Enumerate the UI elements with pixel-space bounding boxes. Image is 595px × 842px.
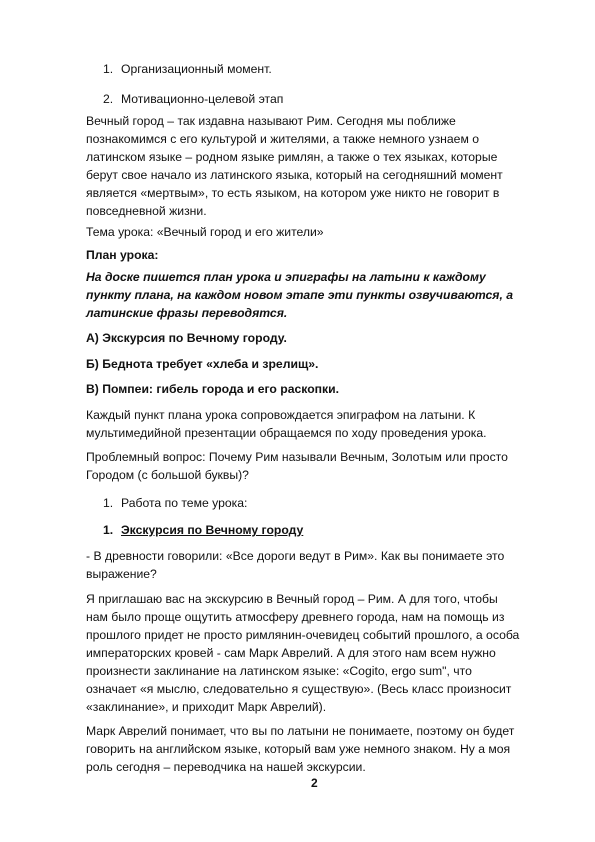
intro-line: латинском языке – родном языке римлян, а также о тех языках, которые	[86, 150, 498, 164]
intro-line: является «мертвым», то есть языком, на котором уже никто не говорит в	[86, 186, 500, 200]
plan-item: Б) Беднота требует «хлеба и зрелищ».	[86, 357, 319, 371]
plan-heading: План урока:	[86, 248, 159, 262]
plan-item: А) Экскурсия по Вечному городу.	[86, 331, 287, 345]
intro-line: Вечный город – так издавна называют Рим. Сегодня мы поближе	[86, 114, 456, 128]
intro-line: берут свое начало из латинского языка, который на сегодняшний момент	[86, 168, 503, 182]
marcus-line: роль сегодня – переводчика на нашей экскурсии.	[86, 760, 366, 774]
page-number: 2	[311, 776, 318, 790]
plan-note-line: латинские фразы переводятся.	[86, 306, 288, 320]
invite-line: «заклинание», и приходит Марк Аврелий).	[86, 700, 327, 714]
quote-question-line: - В древности говорили: «Все дороги ведут в Рим». Как вы понимаете это	[86, 549, 505, 563]
problem-question-line: Городом (с большой буквы)?	[86, 468, 249, 482]
epigraph-note-line: мультимедийной презентации обращаемся по ходу проведения урока.	[86, 426, 487, 440]
invite-line: Я приглашаю вас на экскурсию в Вечный город – Рим. А для того, чтобы	[86, 592, 498, 606]
plan-note-line: пункту плана, на каждом новом этапе эти пункты озвучиваются, а	[86, 288, 514, 302]
invite-line: нам было проще ощутить атмосферу древнего города, нам на помощь из	[86, 610, 505, 624]
problem-question-line: Проблемный вопрос: Почему Рим называли Вечным, Золотым или просто	[86, 450, 508, 464]
list-item: Мотивационно-целевой этап	[121, 92, 284, 106]
invite-line: произнести заклинание на латинском языке: «Cogito, ergo sum", что	[86, 664, 472, 678]
lesson-topic: Тема урока: «Вечный город и его жители»	[86, 225, 324, 239]
section-heading: Экскурсия по Вечному городу	[121, 523, 304, 537]
plan-note-line: На доске пишется план урока и эпиграфы на латыни к каждому	[86, 270, 486, 284]
invite-line: императорских кровей - сам Марк Аврелий. А для этого нам всем нужно	[86, 646, 496, 660]
intro-line: повседневной жизни.	[86, 204, 207, 218]
intro-line: познакомимся с его культурой и жителями, а также немного узнаем о	[86, 132, 479, 146]
marcus-line: Марк Аврелий понимает, что вы по латыни не понимаете, поэтому он будет	[86, 724, 515, 738]
epigraph-note-line: Каждый пункт плана урока сопровождается эпиграфом на латыни. К	[86, 408, 476, 422]
invite-line: прошлого придет не просто римлянин-очевидец событий прошлого, а особа	[86, 628, 520, 642]
list-item: Организационный момент.	[121, 62, 272, 76]
marcus-line: говорить на английском языке, который вам уже немного знаком. Ну а моя	[86, 742, 511, 756]
list-number: 1.	[103, 62, 114, 76]
invite-line: означает «я мыслю, следовательно я существую». (Весь класс произносит	[86, 682, 512, 696]
list-number: 1.	[103, 523, 114, 537]
plan-item: В) Помпеи: гибель города и его раскопки.	[86, 382, 339, 396]
quote-question-line: выражение?	[86, 567, 157, 581]
list-number: 2.	[103, 92, 114, 106]
list-item: Работа по теме урока:	[121, 496, 248, 510]
list-number: 1.	[103, 496, 114, 510]
